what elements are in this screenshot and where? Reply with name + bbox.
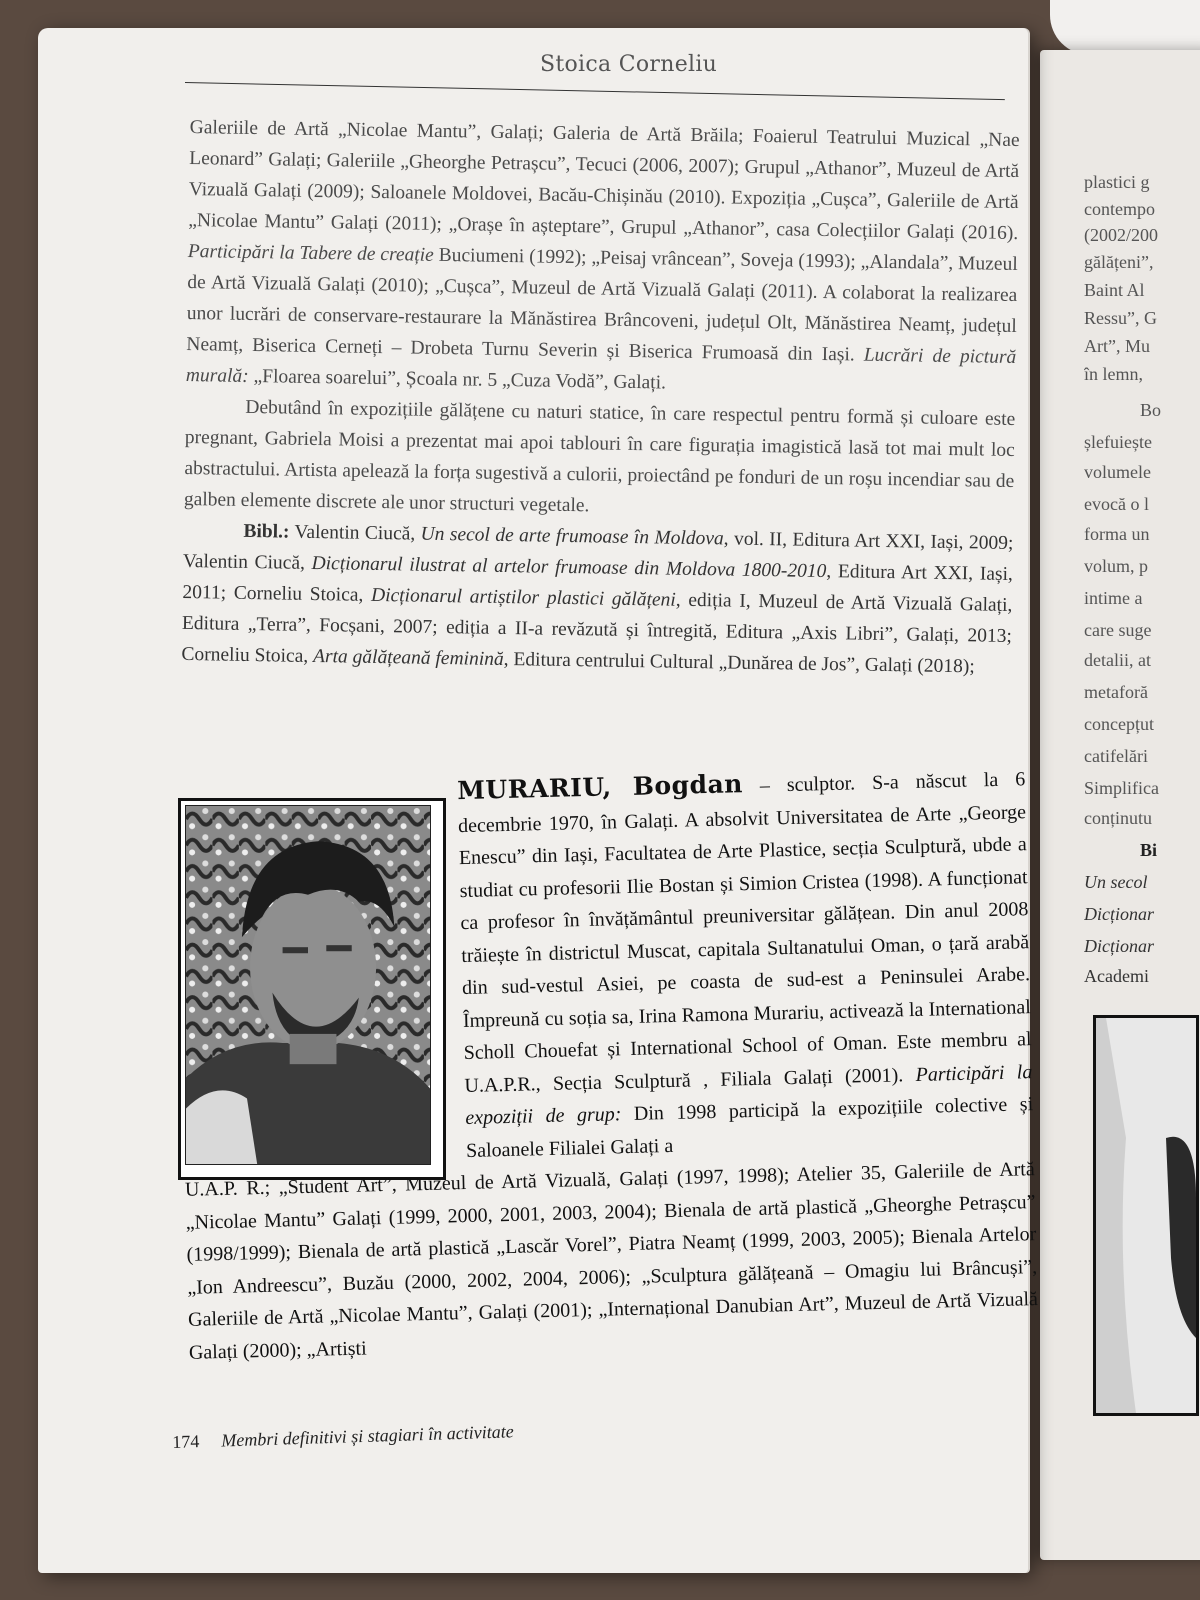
- facing-page-line: Academi: [1084, 966, 1149, 986]
- facing-page-line: conținutu: [1084, 808, 1152, 828]
- entry-intro: MURARIU, Bogdan – sculptor. S-a născut la 6 decembrie 1970, în Galați. A absolvit Universitatea de Arte „George Enescu” din Iași, Facultatea de Arte Plastice, secția Sculptură, ubde a studiat cu profesorii Ilie Bostan și Simion Cristea (1998). A funcționat ca profesor în învățământul preuniversitar gălățean. Din anul 2008 trăiește în districtul Muscat, capitala Sultanatului Oman, o țară arabă din sud-vestul Asiei, pe coasta de sud-est a Peninsulei Arabe. Împreună cu soția sa, Irina Ramona Murariu, activează la International Scholl Chouefat și International School of Oman. Este membru al U.A.P.R., Secția Sculptură , Filiala Galați (2001). Participări la expoziții de grup: Din 1998 participă la expozițiile colective și Saloanele Filialei Galați a: [456, 768, 1034, 1162]
- facing-page-line: Bo: [1140, 400, 1162, 420]
- facing-page-line: șlefuiește: [1084, 432, 1152, 452]
- facing-page-image: [1096, 1018, 1196, 1413]
- facing-page-line: gălățeni”,: [1084, 252, 1154, 272]
- exhibitions-paragraph: Galeriile de Artă „Nicolae Mantu”, Galați; Galeria de Artă Brăila; Foaierul Teatrului Muzical „Nae Leonard” Galați; Galeriile „Gheorghe Petrașcu”, Tecuci (2006, 2007); Grupul „Athanor”, Muzeul de Artă Vizuală Galați (2009); Saloanele Moldovei, Bacău-Chișinău (2010). Expoziția „Cușca”, Galeriile de Artă „Nicolae Mantu” Galați (2011); „Orașe în așteptare”, Grupul „Athanor”, casa Colecțiilor Galați (2016). Participări la Tabere de creație Buciumeni (1992); „Peisaj vrâncean”, Soveja (1993); „Alandala”, Muzeul de Artă Vizuală Galați (2010); „Cușca”, Muzeul de Artă Vizuală Galați (2011). A colaborat la realizarea unor lucrări de conservare-restaurare la Mănăstirea Brâncoveni, județul Olt, Mănăstirea Neamț, județul Neamț, Biserica Cerneți – Drobeta Turnu Severin și Biserica Frumoasă din Iași. Lucrări de pictură murală: „Floarea soarelui”, Școala nr. 5 „Cuza Vodă”, Galați.: [185, 116, 1020, 394]
- facing-page-line: metaforă: [1084, 682, 1148, 702]
- facing-page-line: volumele: [1084, 462, 1151, 482]
- facing-page-line: Baint Al: [1084, 280, 1145, 300]
- facing-page-line: forma un: [1084, 524, 1150, 544]
- page-number: 174: [172, 1431, 200, 1452]
- bibliography-paragraph: Bibl.: Valentin Ciucă, Un secol de arte frumoase în Moldova, vol. II, Editura Art XXI, Iași, 2009; Valentin Ciucă, Dicționarul ilustrat al artelor frumoase din Moldova 1800-2010, Editura Art XXI, Iași, 2011; Corneliu Stoica, Dicționarul artiștilor plastici gălățeni, ediția I, Muzeul de Artă Vizuală Galați, Editura „Terra”, Focșani, 2007; ediția a II-a revăzută și întregită, Editura „Axis Libri”, Galați, 2013; Corneliu Stoica, Arta gălățeană feminină, Editura centrului Cultural „Dunărea de Jos”, Galați (2018);: [181, 520, 1014, 678]
- facing-page-line: plastici g: [1084, 172, 1150, 192]
- facing-page-line: Dicționar: [1084, 904, 1154, 924]
- section-title: Membri definitivi și stagiari în activitate: [220, 1421, 514, 1451]
- facing-page-line: Ressu”, G: [1084, 308, 1157, 328]
- entry-exhibitions: U.A.P. R.; „Student Art”, Muzeul de Artă Vizuală, Galați (1997, 1998); Atelier 35, Galeriile de Artă „Nicolae Mantu” Galați (1999, 2000, 2001, 2003, 2004); Bienala de artă plastică „Gheorghe Petrașcu” (1998/1999); Bienala de artă plastică „Lascăr Vorel”, Piatra Neamț (1999, 2003, 2005); Bienala Artelor „Ion Andreescu”, Buzău (2000, 2002, 2004, 2006); „Sculptura gălățeană – Omagiu lui Brâncuși”, Galeriile de Artă „Nicolae Mantu”, Galați (2001); „Internațional Danubian Art”, Muzeul de Artă Vizuală Galați (2000); „Artiști: [184, 1158, 1039, 1364]
- facing-page-line: (2002/200: [1084, 225, 1158, 245]
- entry-name-heading: MURARIU, Bogdan: [456, 769, 744, 806]
- facing-page-line: Art”, Mu: [1084, 336, 1150, 356]
- facing-page-line: intime a: [1084, 588, 1143, 608]
- facing-page-photo: [1093, 1015, 1199, 1416]
- facing-page-line: Dicționar: [1084, 936, 1154, 956]
- previous-entry-continuation: [181, 112, 1020, 683]
- facing-page-line: contempo: [1084, 199, 1155, 219]
- critique-paragraph: Debutând în expozițiile gălățene cu naturi statice, în care respectul pentru formă și culoare este pregnant, Gabriela Moisi a prezentat mai apoi tablouri în care figurația imagistică lasă tot mai mult loc abstractului. Artista apelează la forța sugestivă a culorii, proiectând pe fonduri de un roșu incendiar sau de galben elemente discrete ale unor structuri vegetale.: [183, 396, 1016, 517]
- facing-page-line: în lemn,: [1084, 364, 1143, 384]
- murariu-entry: [175, 761, 1039, 1369]
- facing-page-line: Simplifica: [1084, 778, 1159, 798]
- facing-page-line: detalii, at: [1084, 650, 1151, 670]
- facing-page-line: evocă o l: [1084, 494, 1149, 514]
- next-page-corner: [1050, 0, 1200, 55]
- facing-page-line: care suge: [1084, 620, 1152, 640]
- facing-page-line: Un secol: [1084, 872, 1148, 892]
- facing-page-line: catifelări: [1084, 746, 1148, 766]
- facing-page-line: concepțut: [1084, 714, 1154, 734]
- facing-page-line: volum, p: [1084, 556, 1149, 576]
- facing-page-line: Bi: [1140, 840, 1158, 860]
- running-head: Stoica Corneliu: [540, 52, 718, 77]
